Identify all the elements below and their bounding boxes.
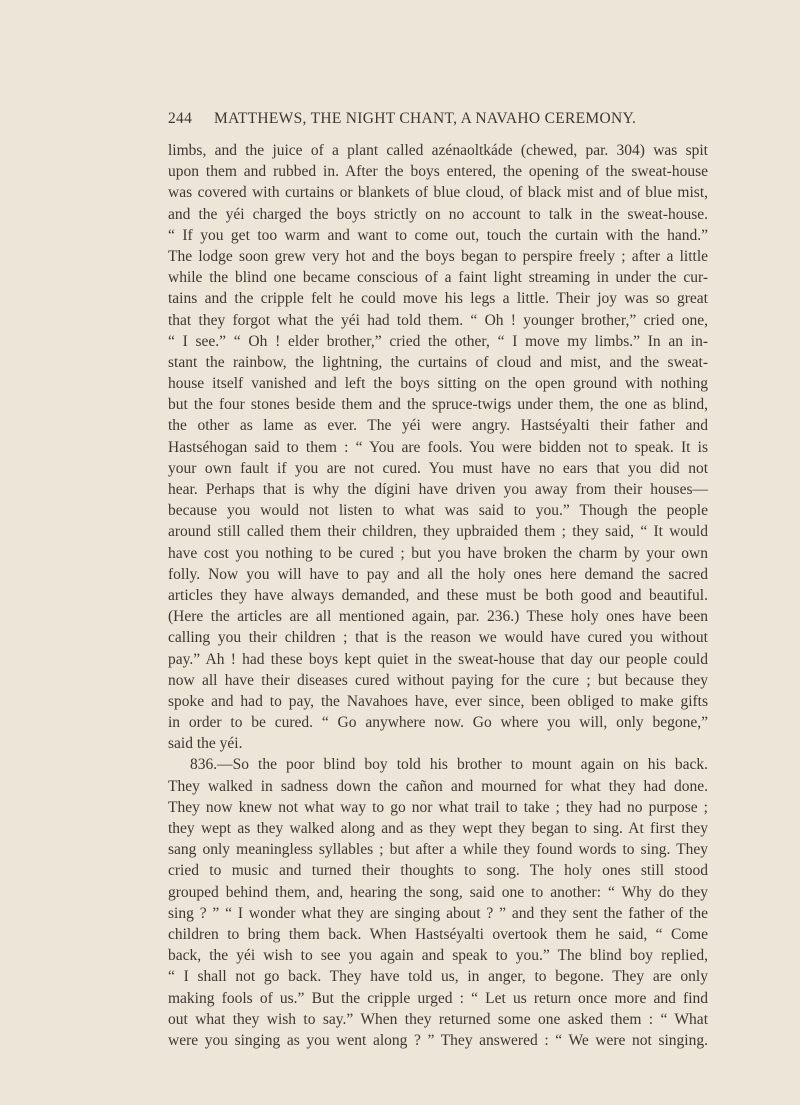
text-line: making fools of us.” But the cripple urged : “ Let us return once more and find [168,989,708,1007]
text-line: They walked in sadness down the cañon and mourned for what they had done. [168,777,708,795]
body-text [168,140,708,1051]
page-number: 244 [168,110,193,127]
text-line: now all have their diseases cured without paying for the cure ; but because they [168,671,708,689]
text-line: upon them and rubbed in. After the boys entered, the opening of the sweat-house [168,163,708,181]
text-line: (Here the articles are all mentioned again, par. 236.) These holy ones have been [168,608,708,626]
text-line: “ I see.” “ Oh ! elder brother,” cried the other, “ I move my limbs.” In an in- [168,332,708,350]
text-line: limbs, and the juice of a plant called azénaoltkáde (chewed, par. 304) was spit [168,142,708,159]
text-line: were you singing as you went along ? ” They answered : “ We were not singing. [168,1031,708,1049]
text-line: and the yéi charged the boys strictly on no account to talk in the sweat-house. [168,205,708,223]
text-line: calling you their children ; that is the reason we would have cured you without [168,629,708,647]
text-line: that they forgot what the yéi had told them. “ Oh ! younger brother,” cried one, [168,311,708,329]
text-line: said the yéi. [168,735,243,753]
text-line: the other as lame as ever. The yéi were angry. Hastséyalti their father and [168,417,708,435]
text-line: your own fault if you are not cured. You must have no ears that you did not [168,459,708,477]
running-head [168,110,708,128]
text-line: “ I shall not go back. They have told us, in anger, to begone. They are only [168,968,708,986]
text-line: grouped behind them, and, hearing the song, said one to another: “ Why do they [168,883,708,901]
text-line: but the four stones beside them and the spruce-twigs under them, the one as blind, [168,396,708,414]
text-line: hear. Perhaps that is why the dígini have driven you away from their houses— [168,481,708,498]
text-line: house itself vanished and left the boys sitting on the open ground with nothing [168,375,708,393]
text-line: they wept as they walked along and as they wept they began to sing. At first they [168,820,708,837]
text-line: around still called them their children, they upbraided them ; they said, “ It would [168,523,708,541]
text-line: out what they wish to say.” When they returned some one asked them : “ What [168,1010,708,1028]
text-line: cried to music and turned their thoughts to song. The holy ones still stood [168,862,708,880]
text-line: stant the rainbow, the lightning, the curtains of cloud and mist, and the sweat- [168,353,708,371]
text-line: have cost you nothing to be cured ; but you have broken the charm by your own [168,544,708,562]
text-line: sang only meaningless syllables ; but after a while they found words to sing. They [168,841,708,859]
text-line: spoke and had to pay, the Navahoes have, ever since, been obliged to make gifts [168,692,708,710]
text-line: was covered with curtains or blankets of blue cloud, of black mist and of blue mist, [168,184,708,202]
text-line: in order to be cured. “ Go anywhere now. Go where you will, only begone,” [168,714,708,732]
text-line: children to bring them back. When Hastséyalti overtook them he said, “ Come [168,925,708,943]
text-line: They now knew not what way to go nor what trail to take ; they had no purpose ; [168,798,708,816]
running-title: MATTHEWS, THE NIGHT CHANT, A NAVAHO CEREMONY. [214,110,637,127]
text-line: because you would not listen to what was said to you.” Though the people [168,502,708,520]
text-line: sing ? ” “ I wonder what they are singing about ? ” and they sent the father of the [168,904,708,922]
text-line: “ If you get too warm and want to come out, touch the curtain with the hand.” [168,226,708,244]
text-line: pay.” Ah ! had these boys kept quiet in the sweat-house that day our people could [168,650,708,668]
text-line: tains and the cripple felt he could move his legs a little. Their joy was so great [168,290,708,308]
text-line: folly. Now you will have to pay and all the holy ones here demand the sacred [168,565,708,583]
paragraph-start-line: 836.—So the poor blind boy told his brother to mount again on his back. [190,756,708,774]
text-line: Hastséhogan said to them : “ You are fools. You were bidden not to speak. It is [168,438,708,456]
text-line: The lodge soon grew very hot and the boys began to perspire freely ; after a little [168,247,708,265]
text-line: back, the yéi wish to see you again and speak to you.” The blind boy replied, [168,947,708,965]
text-line: while the blind one became conscious of a faint light streaming in under the cur- [168,269,708,287]
text-line: articles they have always demanded, and these must be both good and beautiful. [168,586,708,604]
